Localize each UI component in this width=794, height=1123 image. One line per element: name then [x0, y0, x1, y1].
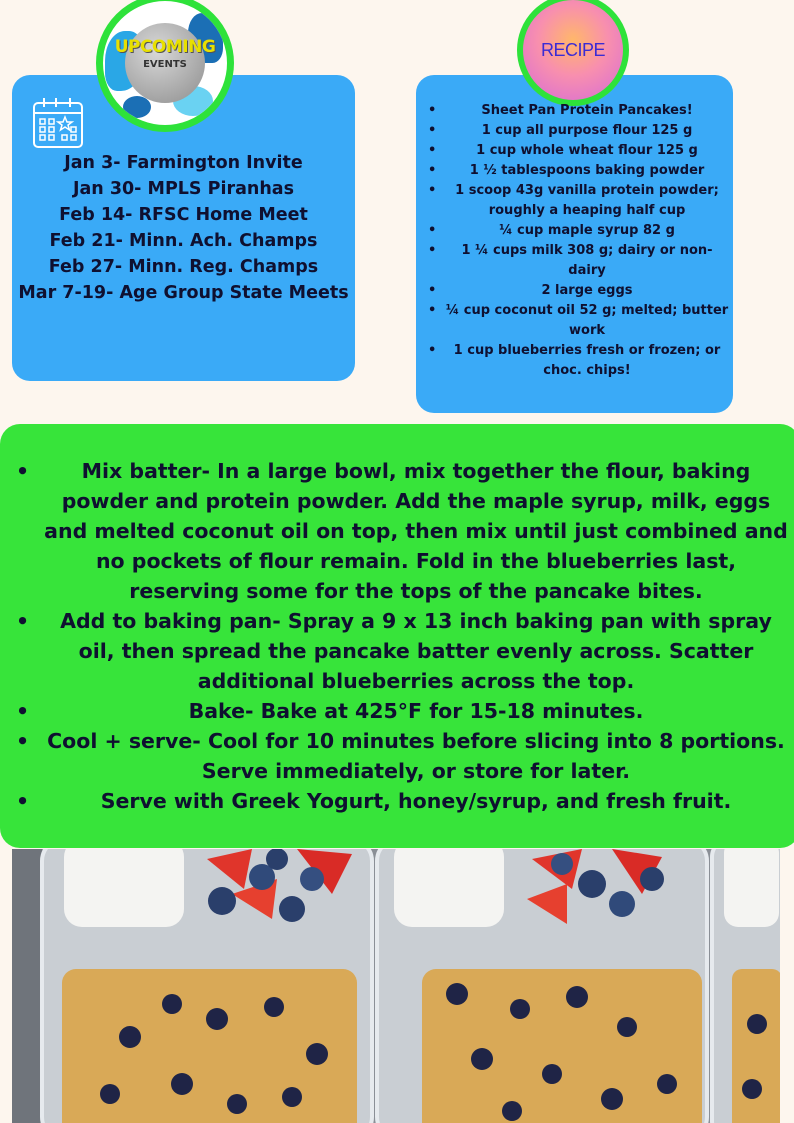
pancake-meal-prep-photo — [12, 849, 780, 1123]
ingredient-item: • 1 cup all purpose flour 125 g — [420, 121, 732, 141]
instructions-list — [0, 456, 794, 816]
instruction-step: • Serve with Greek Yogurt, honey/syrup, and fresh fruit. — [0, 786, 794, 816]
event-item: Feb 21- Minn. Ach. Champs — [49, 231, 318, 251]
ingredient-item: • 1 scoop 43g vanilla protein powder; roughly a heaping half cup — [420, 181, 732, 221]
instruction-step: • Cool + serve- Cool for 10 minutes before slicing into 8 portions. Serve immediately, or store for later. — [0, 726, 794, 786]
ingredient-item: • ¼ cup coconut oil 52 g; melted; butter work — [420, 301, 732, 341]
events-list — [12, 150, 355, 306]
instruction-step: • Bake- Bake at 425°F for 15-18 minutes. — [0, 696, 794, 726]
event-item: Feb 27- Minn. Reg. Champs — [48, 257, 319, 277]
event-item: Mar 7-19- Age Group State Meets — [18, 283, 349, 303]
logo-subtitle: EVENTS — [143, 59, 187, 70]
paint-splash — [123, 96, 151, 118]
ingredients-list — [420, 101, 732, 381]
event-item: Feb 14- RFSC Home Meet — [59, 205, 308, 225]
logo-title: UPCOMING — [114, 37, 216, 57]
ingredient-item: • Sheet Pan Protein Pancakes! — [420, 101, 732, 121]
ingredient-item: • 1 ½ tablespoons baking powder — [420, 161, 732, 181]
ingredient-item: • 1 cup whole wheat flour 125 g — [420, 141, 732, 161]
instruction-step: • Mix batter- In a large bowl, mix together the flour, baking powder and protein powder. Add the maple syrup, milk, eggs and melted coconut oil on top, then mix until just combined and no pockets of flour remain. Fold in the blueberries last, reserving some for the tops of the pancake bites. — [0, 456, 794, 606]
recipe-badge-label: RECIPE — [540, 39, 606, 60]
calendar-star-icon — [32, 96, 84, 150]
ingredient-item: • 2 large eggs — [420, 281, 732, 301]
ingredient-item: • 1 ¼ cups milk 308 g; dairy or non-dairy — [420, 241, 732, 281]
event-item: Jan 3- Farmington Invite — [64, 153, 303, 173]
ingredient-item: • 1 cup blueberries fresh or frozen; or choc. chips! — [420, 341, 732, 381]
ingredient-item: • ¼ cup maple syrup 82 g — [420, 221, 732, 241]
upcoming-events-logo — [96, 0, 234, 132]
instruction-step: • Add to baking pan- Spray a 9 x 13 inch baking pan with spray oil, then spread the pancake batter evenly across. Scatter additional blueberries across the top. — [0, 606, 794, 696]
event-item: Jan 30- MPLS Piranhas — [72, 179, 295, 199]
